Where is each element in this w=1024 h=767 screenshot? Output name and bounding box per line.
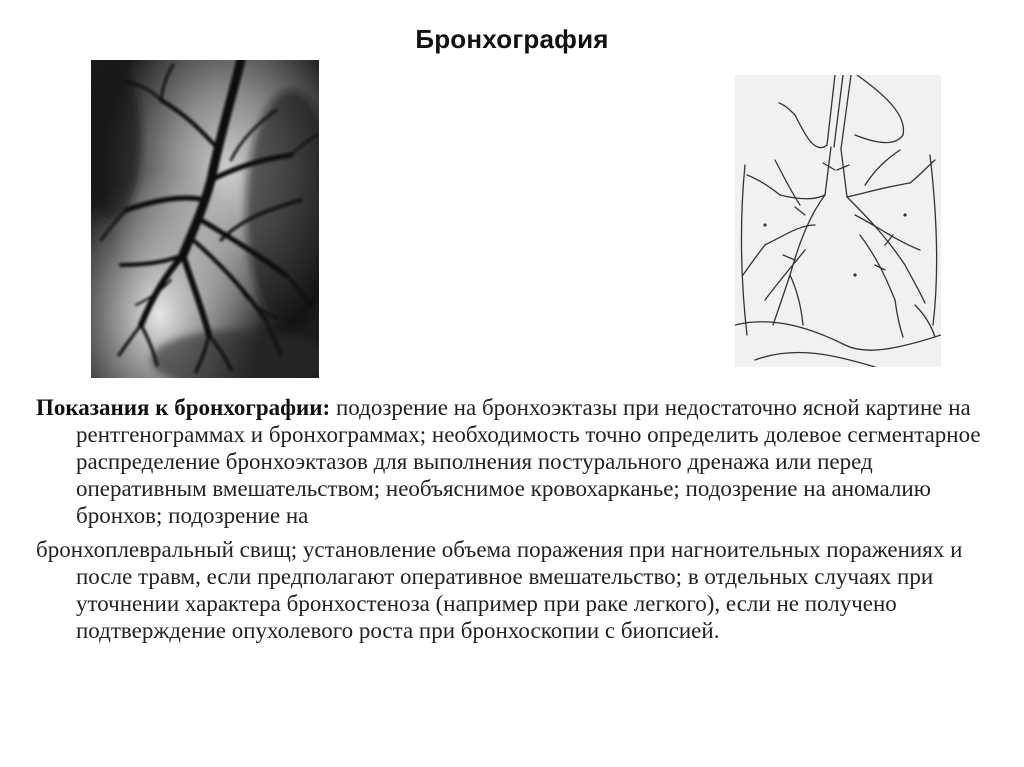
slide-title: Бронхография [415,24,609,54]
indications-text-part-1: подозрение на бронхоэктазы при недостаточно ясной картине на рентгенограммах и бронхограммах; необходимость точно определить долевое сегментарное распределение бронхоэктазов для выполнения постурального дренажа или перед оперативным вмешательством; необъяснимое кровохарканье; подозрение на аномалию бронхов; подозрение на [76,395,981,528]
indications-paragraph-2: бронхоплевральный свищ; установление объема поражения при нагноительных поражениях и после травм, если предполагают оперативное вмешательство; в отдельных случаях при уточнении характера бронхостеноза (например при раке легкого), если не получено подтверждение опухолевого роста при бронхоскопии с биопсией. [36,537,963,643]
indications-lead: Показания к бронхографии: [36,395,331,420]
bronchial-tree-drawing-image [735,75,941,367]
bronchogram-xray-image [91,60,319,378]
indications-text [36,394,996,644]
indications-paragraph-1 [36,394,996,529]
